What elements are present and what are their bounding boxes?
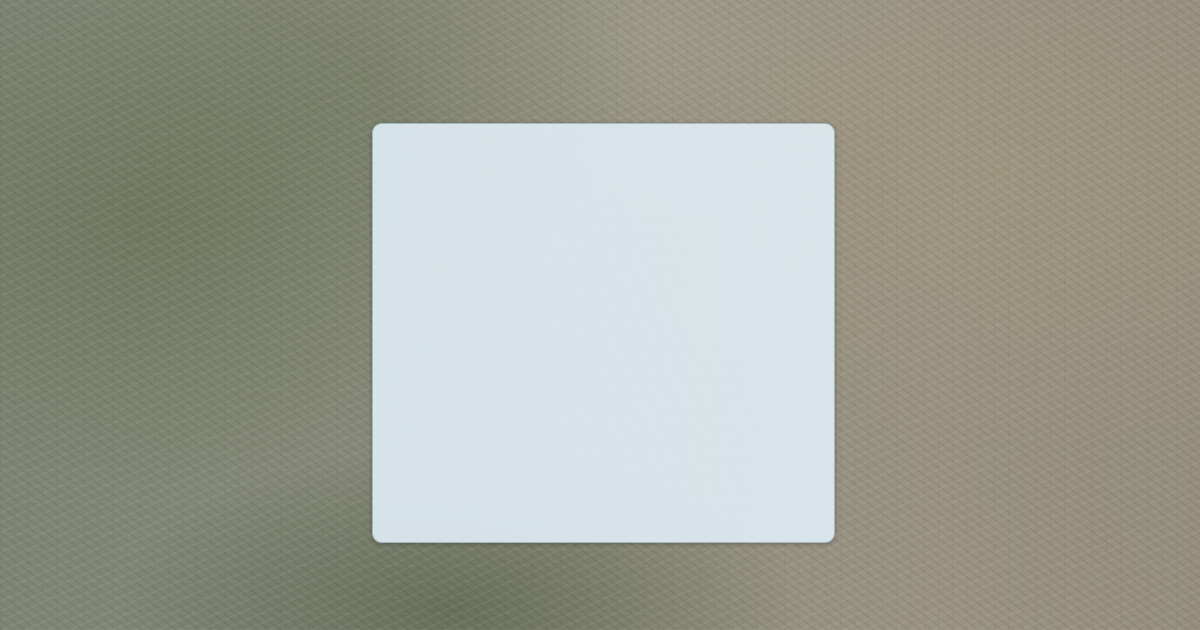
- business-info-popup: [372, 123, 835, 543]
